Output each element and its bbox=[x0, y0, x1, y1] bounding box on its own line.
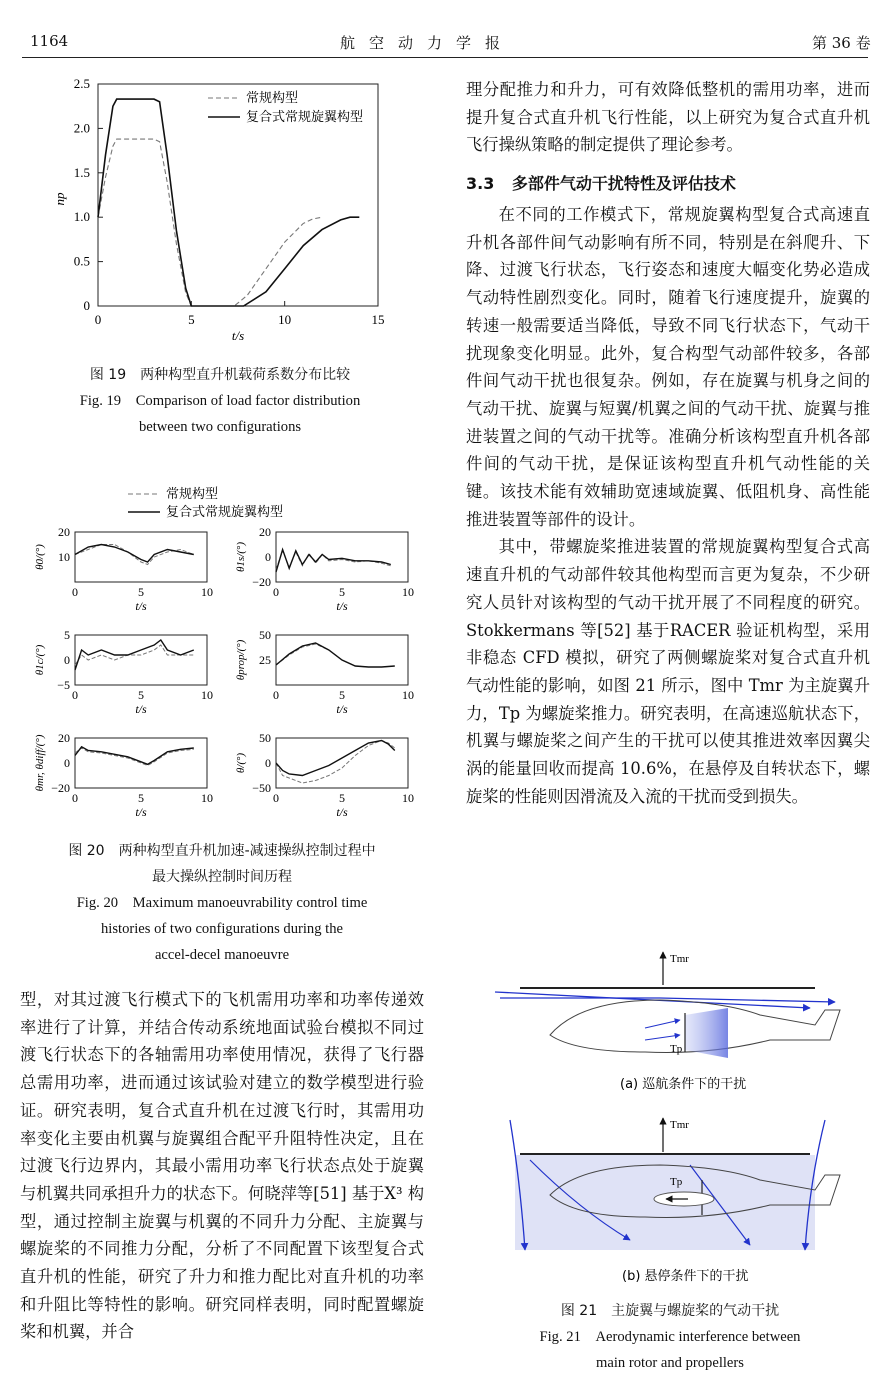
x-axis-label: t/s bbox=[336, 599, 348, 613]
x-tick-label: 10 bbox=[201, 585, 213, 599]
right-paragraph-continued: 理分配推力和升力，可有效降低整机的需用功率，进而提升复合式直升机飞行性能，以上研究为复合式直升机飞行操纵策略的制定提供了理论参考。 bbox=[466, 80, 870, 155]
figure-19-caption-zh: 图 19 两种构型直升机载荷系数分布比较 bbox=[89, 367, 351, 383]
label-tmr-b: Tmr bbox=[670, 1119, 689, 1131]
figure-20-caption-zh-2: 最大操纵控制时间历程 bbox=[152, 869, 292, 885]
figure-21-caption-zh: 图 21 主旋翼与螺旋桨的气动干扰 bbox=[560, 1303, 780, 1319]
x-tick-label: 0 bbox=[94, 312, 102, 327]
y-tick-label: 10 bbox=[58, 550, 70, 564]
section-title: 多部件气动干扰特性及评估技术 bbox=[511, 174, 736, 193]
right-column-body bbox=[466, 201, 870, 810]
y-axis-label: θ1s/(°) bbox=[235, 542, 247, 572]
y-tick-label: 20 bbox=[58, 525, 70, 539]
x-tick-label: 10 bbox=[402, 585, 414, 599]
figure-19-chart bbox=[40, 70, 400, 360]
figure-21b-label: (b) 悬停条件下的干扰 bbox=[622, 1269, 749, 1284]
panel-frame bbox=[75, 738, 207, 788]
x-axis-label: t/s bbox=[231, 328, 245, 343]
section-heading bbox=[466, 171, 736, 194]
x-tick-label: 5 bbox=[138, 791, 144, 805]
page-number: 1164 bbox=[30, 32, 69, 50]
figure-21-caption-en-2: main rotor and propellers bbox=[596, 1355, 744, 1371]
x-tick-label: 10 bbox=[402, 791, 414, 805]
y-axis-label: θmr, θdiff/(°) bbox=[34, 734, 46, 792]
panel-frame bbox=[276, 738, 408, 788]
y-tick-label: −20 bbox=[51, 781, 70, 795]
x-tick-label: 0 bbox=[273, 688, 279, 702]
figure-19-caption-en-2: between two configurations bbox=[138, 419, 302, 435]
series-conventional-line bbox=[75, 545, 194, 565]
legend-conventional-label: 常规构型 bbox=[246, 90, 299, 105]
figure-20-caption-en-2: histories of two configurations during the bbox=[101, 921, 343, 937]
series-compound-line bbox=[276, 643, 395, 667]
figure-20-caption-en-1: Fig. 20 Maximum manoeuvrability control time bbox=[76, 895, 368, 911]
y-tick-label: 5 bbox=[64, 628, 70, 642]
y-tick-label: 20 bbox=[58, 731, 70, 745]
figure-20-panel-4 bbox=[235, 628, 414, 716]
series-compound-line bbox=[276, 741, 395, 776]
y-tick-label: 20 bbox=[259, 525, 271, 539]
y-axis-label: θ/(°) bbox=[235, 752, 247, 774]
x-tick-label: 0 bbox=[273, 585, 279, 599]
legend-compound-label: 复合式常规旋翼构型 bbox=[246, 109, 364, 124]
y-tick-label: 50 bbox=[259, 628, 271, 642]
figure-20-caption-en-3: accel-decel manoeuvre bbox=[154, 947, 290, 963]
series-compound-line bbox=[276, 550, 391, 573]
figure-21b-hover-diagram bbox=[510, 1118, 840, 1250]
y-tick-label: 0 bbox=[265, 756, 271, 770]
y-tick-label: 50 bbox=[259, 731, 271, 745]
header-rule bbox=[22, 57, 868, 58]
y-tick-label: 2.0 bbox=[73, 120, 90, 136]
label-tmr-a: Tmr bbox=[670, 953, 689, 965]
y-tick-label: 0.5 bbox=[73, 253, 90, 269]
figure-21-diagram bbox=[470, 940, 870, 1290]
y-tick-label: −20 bbox=[252, 575, 271, 589]
y-tick-label: 0 bbox=[64, 756, 70, 770]
panel-frame bbox=[276, 532, 408, 582]
journal-title: 航空动力学报 bbox=[340, 34, 515, 52]
x-tick-label: 10 bbox=[278, 312, 292, 327]
legend-conventional-label: 常规构型 bbox=[166, 486, 219, 501]
figure-19-caption-en-1: Fig. 19 Comparison of load factor distribution bbox=[79, 393, 361, 409]
y-tick-label: 2.5 bbox=[73, 76, 90, 91]
right-paragraph-1: 在不同的工作模式下，常规旋翼构型复合式高速直升机各部件间气动影响有所不同，特别是在斜爬升、下降、过渡飞行状态，飞行姿态和速度大幅变化势必造成气动特性剧烈变化。同时，随着飞行速度提升，旋翼的转速一般需要适当降低，导致不同飞行状态下，气动干扰现象变化明显。此外，复合构型气动部件较多，各部件间气动干扰也很复杂。例如，存在旋翼与机身之间的气动干扰、旋翼与短翼/机翼之间的气动干扰、旋翼与推进装置之间的气动干扰等。准确分析该构型直升机各部件间的气动干扰，是保证该构型直升机气动性能的关键。该技术能有效辅助宽速域旋翼、低阻机身、高性能推进装置等部件的设计。 bbox=[466, 205, 870, 529]
x-tick-label: 15 bbox=[371, 312, 385, 327]
figure-21a-label: (a) 巡航条件下的干扰 bbox=[620, 1077, 747, 1092]
figure-20-panel-3 bbox=[34, 628, 213, 716]
panel-frame bbox=[75, 532, 207, 582]
x-tick-label: 0 bbox=[72, 791, 78, 805]
figure-20-panel-6 bbox=[235, 731, 414, 819]
y-axis-label: θ0/(°) bbox=[34, 544, 46, 570]
left-paragraph: 型，对其过渡飞行模式下的飞机需用功率和功率传递效率进行了计算，并结合传动系统地面试验台模拟不同过渡飞行状态下的各轴需用功率使用情况，获得了飞行器总需用功率，进而通过该试验对建立的数学模型进行验证。研究表明，复合式直升机在过渡飞行时，其需用功率变化主要由机翼与旋翼组合配平升阻特性决定，且在过渡飞行边界内，其最小需用功率飞行状态点处于旋翼与机翼共同承担升力的状态下。何晓萍等[51] 基于X³ 构型，通过控制主旋翼与机翼的不同升力分配、主旋翼与螺旋桨的不同推力分配，分析了不同配置下该型复合式直升机的性能，研究了升力和推力配比对直升机的功率和升阻比等特性的影响。研究同样表明，同时配置螺旋桨和机翼，并合 bbox=[20, 990, 424, 1342]
panel-frame bbox=[75, 635, 207, 685]
y-axis-label: θprop/(°) bbox=[235, 639, 247, 681]
x-tick-label: 5 bbox=[138, 688, 144, 702]
figure-21a-cruise-diagram bbox=[495, 952, 840, 1058]
legend-compound-label: 复合式常规旋翼构型 bbox=[166, 504, 284, 519]
x-tick-label: 10 bbox=[402, 688, 414, 702]
x-tick-label: 5 bbox=[339, 585, 345, 599]
series-compound-line bbox=[75, 545, 194, 563]
volume-label: 第 36 卷 bbox=[812, 34, 871, 52]
x-tick-label: 0 bbox=[72, 585, 78, 599]
series-conventional-line bbox=[75, 645, 194, 665]
series-compound-line bbox=[75, 747, 194, 765]
x-tick-label: 0 bbox=[72, 688, 78, 702]
figure-20-caption-zh-1: 图 20 两种构型直升机加速-减速操纵控制过程中 bbox=[68, 843, 376, 859]
x-axis-label: t/s bbox=[135, 599, 147, 613]
x-axis-label: t/s bbox=[336, 805, 348, 819]
y-axis-label: θ1c/(°) bbox=[34, 644, 46, 676]
y-tick-label: 0 bbox=[265, 550, 271, 564]
y-tick-label: 1.0 bbox=[73, 209, 90, 225]
series-compound-line bbox=[98, 99, 359, 306]
x-tick-label: 10 bbox=[201, 688, 213, 702]
y-tick-label: 1.5 bbox=[73, 164, 90, 180]
figure-20-chart bbox=[20, 482, 430, 834]
label-tp-b: Tp bbox=[670, 1176, 683, 1188]
right-column-top-text bbox=[466, 76, 870, 159]
figure-20-caption bbox=[22, 838, 422, 968]
y-tick-label: 0 bbox=[83, 298, 90, 313]
series-conventional-line bbox=[276, 551, 391, 570]
section-number: 3.3 bbox=[466, 174, 495, 193]
label-tp-a: Tp bbox=[670, 1043, 683, 1055]
x-tick-label: 5 bbox=[339, 791, 345, 805]
figure-20-panel-5 bbox=[34, 731, 213, 819]
y-axis-label: np bbox=[52, 192, 67, 206]
y-tick-label: 25 bbox=[259, 653, 271, 667]
figure-21-caption-en-1: Fig. 21 Aerodynamic interference between bbox=[539, 1329, 801, 1345]
x-axis-label: t/s bbox=[336, 702, 348, 716]
x-tick-label: 5 bbox=[188, 312, 195, 327]
x-tick-label: 10 bbox=[201, 791, 213, 805]
series-conventional-line bbox=[98, 139, 322, 306]
y-tick-label: −5 bbox=[57, 678, 70, 692]
figure-20-panel-2 bbox=[235, 525, 414, 613]
x-axis-label: t/s bbox=[135, 702, 147, 716]
y-tick-label: 0 bbox=[64, 653, 70, 667]
y-tick-label: −50 bbox=[252, 781, 271, 795]
left-column-text bbox=[20, 986, 424, 1346]
x-tick-label: 5 bbox=[339, 688, 345, 702]
figure-20-panel-1 bbox=[34, 525, 213, 613]
figure-19-caption bbox=[30, 362, 410, 440]
x-axis-label: t/s bbox=[135, 805, 147, 819]
figure-21-caption bbox=[470, 1298, 870, 1376]
x-tick-label: 5 bbox=[138, 585, 144, 599]
right-paragraph-2: 其中，带螺旋桨推进装置的常规旋翼构型复合式高速直升机的气动部件较其他构型而言更为复杂，不少研究人员针对该构型的气动干扰开展了不同程度的研究。Stokkermans 等[52] 基于RACER 验证机构型，采用非稳态 CFD 模拟，研究了两侧螺旋桨对复合式直升机气动性能的影响，如图 21 所示，图中 Tmr 为主旋翼升力，Tp 为螺旋桨推力。研究表明，在高速巡航状态下，机翼与螺旋桨之间产生的干扰可以使其推进效率因翼尖涡的能量回收而提高 10.6%，在悬停及自转状态下，螺旋桨的性能则因滑流及入流的干扰而受到损失。 bbox=[466, 537, 870, 806]
running-header bbox=[0, 0, 890, 56]
x-tick-label: 0 bbox=[273, 791, 279, 805]
